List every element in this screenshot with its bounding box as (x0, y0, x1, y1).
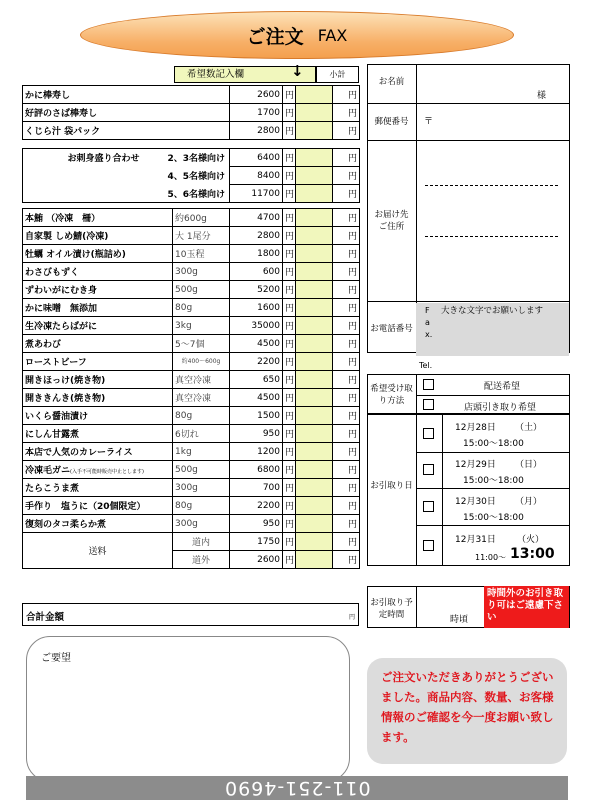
item-row (23, 227, 360, 245)
date-checkbox-29[interactable] (423, 464, 434, 475)
item-name (23, 245, 173, 263)
qty-input-g3-2[interactable] (296, 245, 333, 263)
yen-unit: 円 (283, 167, 296, 185)
item-name-text: 開ききんき(焼き物) (25, 394, 106, 404)
item-name-text: たらこうま煮 (25, 484, 80, 494)
time-28: 15:00～18:00 (463, 439, 524, 449)
item-name: くじら汁 袋パック (23, 122, 230, 140)
qty-input-g1-2[interactable] (296, 122, 333, 140)
item-name-text: 手作り 塩うに（20個限定） (25, 502, 146, 512)
item-row (23, 299, 360, 317)
subtotal-cell: 円 (333, 515, 360, 533)
price-cell: 950 (230, 425, 283, 443)
item-row (23, 281, 360, 299)
address-field[interactable] (420, 143, 568, 299)
qty-input-g3-7[interactable] (296, 335, 333, 353)
item-size: 300g (173, 515, 230, 533)
price-cell: 8400 (230, 167, 283, 185)
price-cell: 2200 (230, 497, 283, 515)
item-name (23, 443, 173, 461)
qty-input-ship-1[interactable] (296, 551, 333, 569)
item-size: 約600g (173, 209, 230, 227)
delivery-checkbox[interactable] (423, 379, 434, 390)
sashimi-row (23, 167, 360, 185)
shipping-label: 送料 (23, 533, 173, 569)
qty-input-ship-0[interactable] (296, 533, 333, 551)
phone-label: お電話番号 (370, 324, 413, 334)
date-checkbox-28[interactable] (423, 428, 434, 439)
shipping-row (23, 533, 360, 551)
item-size: 約400～600g (173, 353, 230, 371)
yen-unit: 円 (283, 263, 296, 281)
price-cell: 650 (230, 371, 283, 389)
yen-unit: 円 (283, 299, 296, 317)
qty-input-g3-12[interactable] (296, 425, 333, 443)
item-size: 300g (173, 479, 230, 497)
yen-unit: 円 (283, 479, 296, 497)
subtotal-cell: 円 (333, 389, 360, 407)
item-row (23, 461, 360, 479)
sashimi-row (23, 185, 360, 203)
red-warning-note: 時間外のお引き取り可はご遠慮下さい (484, 586, 569, 628)
date-30: 12月30日 (455, 497, 496, 507)
price-cell: 35000 (230, 317, 283, 335)
qty-input-g3-6[interactable] (296, 317, 333, 335)
dow-28: （土） (515, 423, 543, 433)
price-cell: 1750 (230, 533, 283, 551)
price-cell: 2200 (230, 353, 283, 371)
item-name-text: 煮あわび (25, 340, 62, 350)
item-row (23, 335, 360, 353)
subtotal-cell: 円 (333, 245, 360, 263)
qty-input-g2-2[interactable] (296, 185, 333, 203)
time-start-31: 11:00～ (475, 553, 507, 562)
item-name-text: 生冷凍たらばがに (25, 322, 98, 332)
item-name-note: (入手不可能時販売中止とします) (70, 469, 144, 475)
items-group-1 (22, 85, 360, 140)
pickup-time-field[interactable] (420, 590, 446, 624)
title-fax: FAX (317, 25, 348, 45)
yen-unit: 円 (283, 515, 296, 533)
fax-vertical-label: Fax. (425, 306, 433, 339)
item-name-text: ローストビーフ (25, 358, 87, 368)
price-cell: 1200 (230, 443, 283, 461)
qty-input-g3-17[interactable] (296, 515, 333, 533)
price-cell: 6400 (230, 149, 283, 167)
time-end-31: 13:00 (510, 546, 555, 562)
qty-input-g1-0[interactable] (296, 86, 333, 104)
qty-input-g3-1[interactable] (296, 227, 333, 245)
yen-unit: 円 (283, 425, 296, 443)
subtotal-cell: 円 (333, 479, 360, 497)
item-row (23, 209, 360, 227)
pickup-checkbox[interactable] (423, 399, 434, 410)
yen-unit: 円 (283, 335, 296, 353)
items-group-3 (22, 208, 360, 569)
yen-unit: 円 (283, 185, 296, 203)
yen-unit: 円 (283, 104, 296, 122)
price-cell: 950 (230, 515, 283, 533)
yen-unit: 円 (283, 281, 296, 299)
price-cell: 1600 (230, 299, 283, 317)
item-name (23, 425, 173, 443)
subtotal-cell: 円 (333, 497, 360, 515)
qty-input-g3-5[interactable] (296, 299, 333, 317)
yen-unit: 円 (283, 443, 296, 461)
item-row (23, 479, 360, 497)
qty-input-g3-10[interactable] (296, 389, 333, 407)
item-name-text: かに味噌 無添加 (25, 304, 98, 314)
item-name-text: ずわいがにむき身 (25, 286, 98, 296)
serving-size: 5、6名様向け (167, 189, 225, 200)
phone-number: 011-251-4690 (223, 777, 371, 799)
item-name (23, 317, 173, 335)
item-row (23, 407, 360, 425)
serving-size: 4、5名様向け (167, 172, 225, 182)
qty-input-g3-0[interactable] (296, 209, 333, 227)
yen-unit: 円 (283, 86, 296, 104)
yen-unit: 円 (283, 461, 296, 479)
dow-30: （月） (515, 497, 543, 507)
item-name-text: 本鮪 （冷凍 柵） (25, 214, 101, 224)
sashimi-group (22, 148, 360, 203)
item-row (23, 86, 360, 104)
price-cell: 4700 (230, 209, 283, 227)
date-28: 12月28日 (455, 423, 496, 433)
yen-unit: 円 (283, 149, 296, 167)
subtotal-cell: 円 (333, 149, 360, 167)
title-banner (80, 11, 514, 59)
qty-input-g2-0[interactable] (296, 149, 333, 167)
qty-input-g2-1[interactable] (296, 167, 333, 185)
yen-unit: 円 (283, 497, 296, 515)
item-row (23, 389, 360, 407)
subtotal-cell: 円 (333, 299, 360, 317)
notes-label: ご要望 (41, 653, 71, 664)
item-name (23, 263, 173, 281)
dow-31: （火） (517, 535, 545, 545)
item-name (23, 281, 173, 299)
item-size: 6切れ (173, 425, 230, 443)
subtotal-cell: 円 (333, 335, 360, 353)
subtotal-cell: 円 (333, 317, 360, 335)
yen-unit: 円 (283, 122, 296, 140)
delivery-label: 配送希望 (484, 382, 521, 392)
item-size: 300g (173, 263, 230, 281)
item-name-text: 牡蠣 オイル漬け(瓶詰め) (25, 250, 126, 260)
item-size: 大 1尾分 (173, 227, 230, 245)
item-name (23, 209, 173, 227)
item-name-text: 本店で人気のカレーライス (25, 448, 133, 458)
item-name (23, 353, 173, 371)
name-label: お名前 (378, 77, 405, 87)
subtotal-cell: 円 (333, 185, 360, 203)
item-size: 500g (173, 281, 230, 299)
qty-input-g3-4[interactable] (296, 281, 333, 299)
price-cell: 2800 (230, 227, 283, 245)
item-row (23, 371, 360, 389)
subtotal-cell: 円 (333, 104, 360, 122)
yen-unit: 円 (283, 371, 296, 389)
tel-field[interactable] (440, 357, 568, 371)
qty-input-g3-9[interactable] (296, 371, 333, 389)
qty-input-g3-13[interactable] (296, 443, 333, 461)
item-name-text: 復刻のタコ柔らか煮 (25, 520, 107, 530)
date-29: 12月29日 (455, 460, 496, 470)
item-name (23, 515, 173, 533)
item-row (23, 353, 360, 371)
sashimi-row (23, 149, 360, 167)
item-name (23, 407, 173, 425)
item-row (23, 497, 360, 515)
price-cell: 1800 (230, 245, 283, 263)
total-label: 合計金額 (26, 612, 65, 623)
item-name (23, 371, 173, 389)
item-row (23, 122, 360, 140)
subtotal-cell: 円 (333, 407, 360, 425)
item-row (23, 317, 360, 335)
qty-input-g3-14[interactable] (296, 461, 333, 479)
item-name (23, 227, 173, 245)
price-cell: 4500 (230, 389, 283, 407)
subtotal-cell: 円 (333, 425, 360, 443)
dow-29: （日） (515, 460, 543, 470)
item-name-text: 冷凍毛ガニ (25, 466, 71, 476)
price-cell: 1700 (230, 104, 283, 122)
thanks-message: ご注文いただきありがとうございました。商品内容、数量、お客様情報のご確認を今一度お願い致します。 (367, 658, 567, 764)
yen-unit: 円 (283, 317, 296, 335)
subtotal-column-header: 小計 (316, 66, 359, 83)
total-yen: 円 (348, 614, 355, 621)
item-size: 5～7個 (173, 335, 230, 353)
subtotal-cell: 円 (333, 533, 360, 551)
subtotal-cell: 円 (333, 263, 360, 281)
sashimi-label: お刺身盛り合わせ (67, 154, 140, 165)
item-size: 10玉程 (173, 245, 230, 263)
item-name (23, 299, 173, 317)
price-cell: 11700 (230, 185, 283, 203)
time-30: 15:00～18:00 (463, 513, 524, 523)
item-name-text: にしん甘露煮 (25, 430, 80, 440)
price-cell: 700 (230, 479, 283, 497)
item-name (23, 335, 173, 353)
subtotal-cell: 円 (333, 227, 360, 245)
serving-size: 2、3名様向け (167, 154, 225, 165)
postal-label: 郵便番号 (374, 117, 409, 127)
item-name (23, 461, 173, 479)
qty-column-header: 希望数記入欄 (174, 66, 316, 83)
title-text: ご注文 (246, 25, 304, 48)
qty-input-g3-3[interactable] (296, 263, 333, 281)
pickup-time-label: お引取り予定時間 (370, 598, 413, 620)
item-name (23, 497, 173, 515)
item-name: 好評のさば棒寿し (23, 104, 230, 122)
postal-mark: 〒 (424, 117, 434, 127)
notes-box[interactable] (26, 636, 350, 782)
item-name: かに棒寿し (23, 86, 230, 104)
down-arrow-icon: ↓ (291, 62, 304, 80)
shipping-area: 道外 (173, 551, 230, 569)
price-cell: 5200 (230, 281, 283, 299)
yen-unit: 円 (283, 209, 296, 227)
pickup-label: 店頭引き取り希望 (464, 403, 537, 413)
item-size: 真空冷凍 (173, 371, 230, 389)
honorific: 様 (537, 91, 547, 101)
subtotal-cell: 円 (333, 209, 360, 227)
price-cell: 2600 (230, 551, 283, 569)
item-name (23, 389, 173, 407)
subtotal-cell: 円 (333, 461, 360, 479)
subtotal-cell: 円 (333, 86, 360, 104)
yen-unit: 円 (283, 551, 296, 569)
item-size: 80g (173, 299, 230, 317)
time-suffix: 時頃 (450, 615, 469, 625)
subtotal-cell: 円 (333, 167, 360, 185)
subtotal-cell: 円 (333, 353, 360, 371)
receive-method-label: 希望受け取り方法 (370, 384, 413, 406)
subtotal-cell: 円 (333, 281, 360, 299)
price-cell: 6800 (230, 461, 283, 479)
item-size: 500g (173, 461, 230, 479)
date-checkbox-31[interactable] (423, 540, 434, 551)
large-text-note: 大きな文字でお願いします (441, 306, 544, 316)
qty-input-g1-1[interactable] (296, 104, 333, 122)
tel-label: Tel. (419, 361, 433, 370)
date-checkbox-30[interactable] (423, 501, 434, 512)
date-31: 12月31日 (455, 535, 496, 545)
item-name-text: わさびもずく (25, 268, 80, 278)
price-cell: 2800 (230, 122, 283, 140)
shipping-area: 道内 (173, 533, 230, 551)
price-cell: 600 (230, 263, 283, 281)
yen-unit: 円 (283, 227, 296, 245)
item-name (23, 479, 173, 497)
price-cell: 1500 (230, 407, 283, 425)
pickup-day-label: お引取り日 (370, 481, 413, 491)
postal-field[interactable] (436, 106, 568, 138)
item-size: 1kg (173, 443, 230, 461)
item-row (23, 104, 360, 122)
qty-input-g3-11[interactable] (296, 407, 333, 425)
address-label: お届け先 ご住所 (374, 210, 409, 232)
sashimi-name (23, 167, 230, 185)
item-row (23, 245, 360, 263)
sashimi-name (23, 185, 230, 203)
yen-unit: 円 (283, 245, 296, 263)
subtotal-cell: 円 (333, 122, 360, 140)
phone-number-bar (26, 776, 568, 800)
item-size: 80g (173, 497, 230, 515)
qty-input-g3-15[interactable] (296, 479, 333, 497)
item-row (23, 263, 360, 281)
yen-unit: 円 (283, 407, 296, 425)
item-row (23, 515, 360, 533)
item-size: 真空冷凍 (173, 389, 230, 407)
item-name-text: 開きほっけ(焼き物) (25, 376, 106, 386)
price-cell: 2600 (230, 86, 283, 104)
yen-unit: 円 (283, 389, 296, 407)
total-row (22, 603, 359, 626)
item-row (23, 425, 360, 443)
yen-unit: 円 (283, 353, 296, 371)
item-size: 3kg (173, 317, 230, 335)
item-name-text: 自家製 しめ鯖(冷凍) (25, 232, 109, 242)
subtotal-cell: 円 (333, 443, 360, 461)
yen-unit: 円 (283, 533, 296, 551)
item-name-text: いくら醤油漬け (25, 412, 89, 422)
subtotal-cell: 円 (333, 371, 360, 389)
item-row (23, 443, 360, 461)
time-29: 15:00～18:00 (463, 476, 524, 486)
item-size: 80g (173, 407, 230, 425)
sashimi-name (23, 149, 230, 167)
qty-input-g3-16[interactable] (296, 497, 333, 515)
price-cell: 4500 (230, 335, 283, 353)
qty-input-g3-8[interactable] (296, 353, 333, 371)
subtotal-cell: 円 (333, 551, 360, 569)
